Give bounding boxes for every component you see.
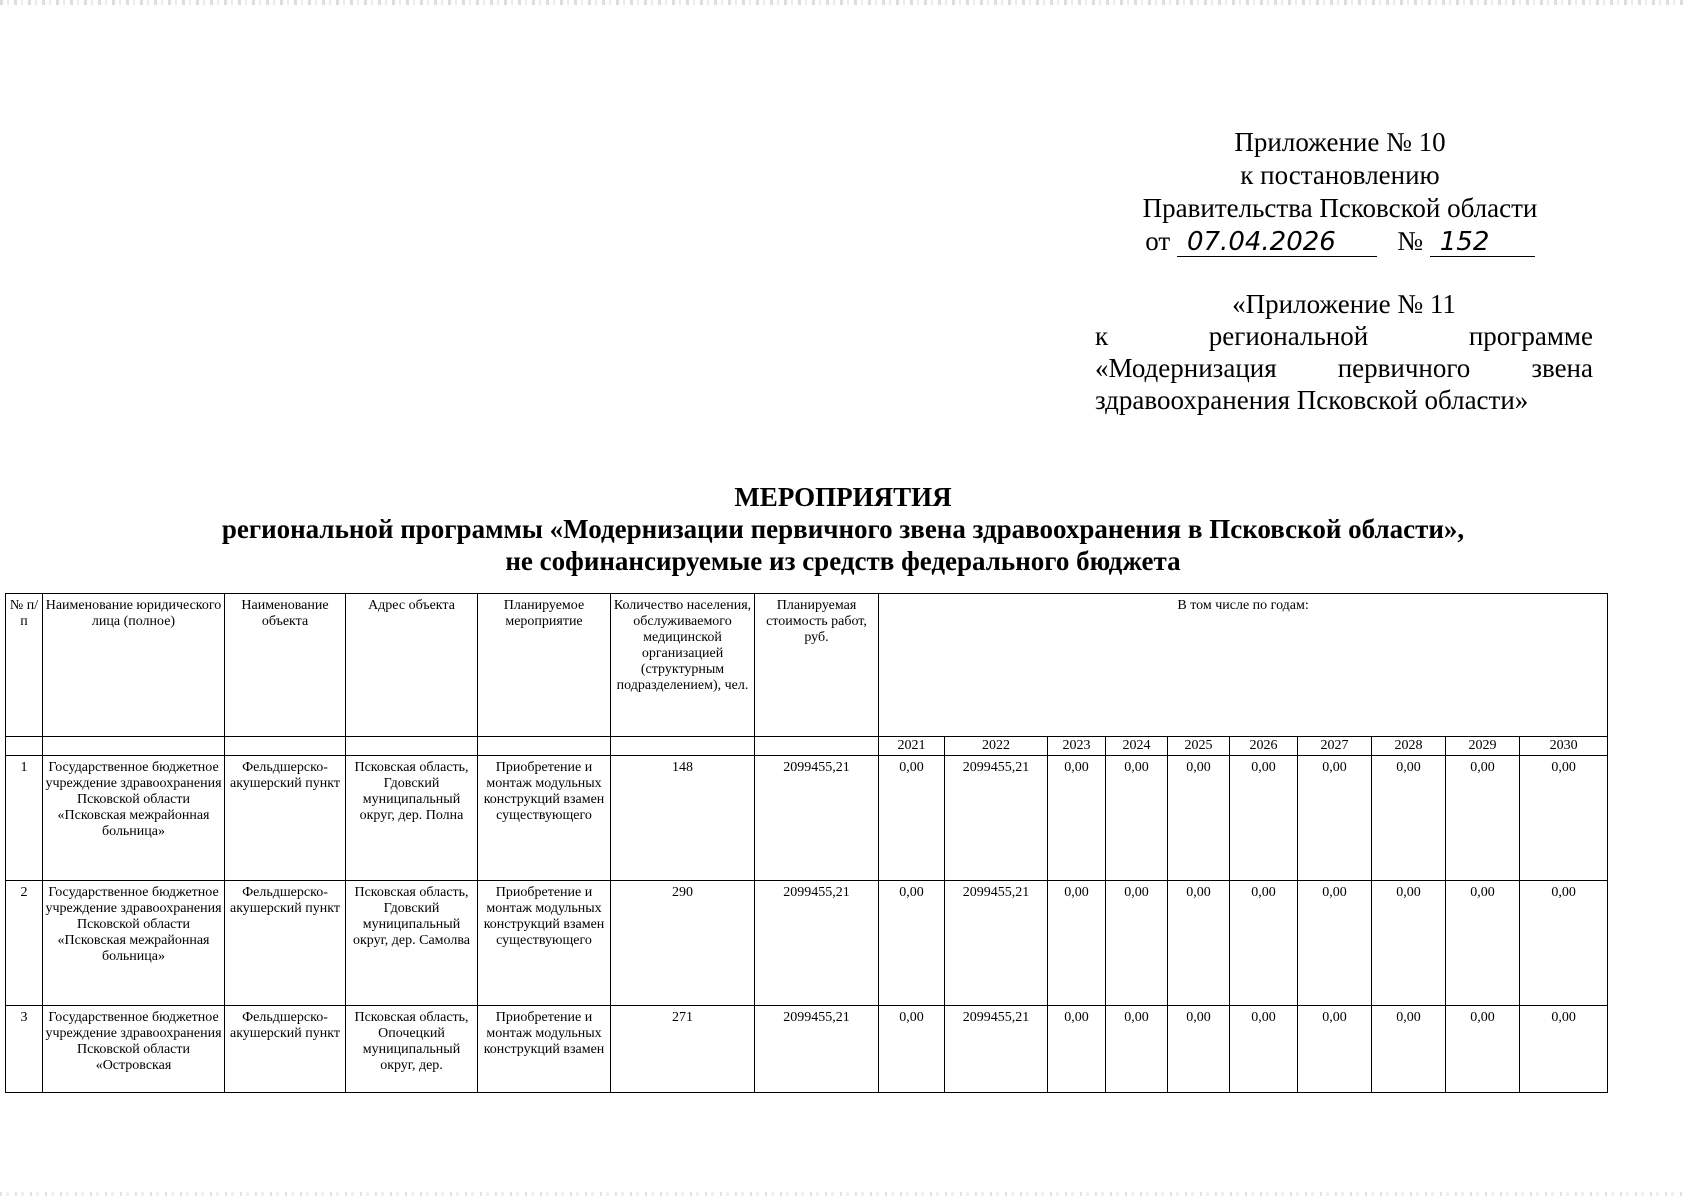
cell-year: 0,00 [1048, 756, 1106, 881]
header-address: Адрес объекта [346, 594, 478, 737]
cell-year: 0,00 [1048, 881, 1106, 1006]
cell-population: 271 [611, 1006, 755, 1093]
cell-year: 0,00 [1446, 1006, 1520, 1093]
document-title [0, 481, 1686, 577]
cell-year: 0,00 [1372, 881, 1446, 1006]
cell-year: 0,00 [1446, 881, 1520, 1006]
year-header: 2022 [945, 737, 1048, 756]
cell-year: 0,00 [879, 1006, 945, 1093]
cell-activity: Приобретение и монтаж модульных конструкций взамен существующего [478, 881, 611, 1006]
activities-table [5, 593, 1608, 1093]
cell-year: 0,00 [1520, 1006, 1608, 1093]
cell-address: Псковская область, Гдовский муниципальный округ, дер. Самолва [346, 881, 478, 1006]
cell-year: 0,00 [1106, 881, 1168, 1006]
cell-entity: Государственное бюджетное учреждение здравоохранения Псковской области «Островская [43, 1006, 225, 1093]
title-line-3: не софинансируемые из средств федерального бюджета [505, 546, 1181, 576]
cell-year: 0,00 [1298, 756, 1372, 881]
header-object: Наименование объекта [225, 594, 346, 737]
table-row [6, 881, 1608, 1006]
appendix-dateline [1145, 225, 1534, 258]
cell-cost: 2099455,21 [755, 881, 879, 1006]
year-header: 2021 [879, 737, 945, 756]
header-cost: Планируемая стоимость работ, руб. [755, 594, 879, 737]
year-header: 2029 [1446, 737, 1520, 756]
cell-object: Фельдшерско-акушерский пункт [225, 881, 346, 1006]
cell-year: 2099455,21 [945, 756, 1048, 881]
scan-edge-bottom [0, 1192, 1686, 1196]
year-header: 2024 [1106, 737, 1168, 756]
cell-activity: Приобретение и монтаж модульных конструкций взамен [478, 1006, 611, 1093]
table-years-row [6, 737, 1608, 756]
years-row-empty [478, 737, 611, 756]
cell-object: Фельдшерско-акушерский пункт [225, 1006, 346, 1093]
cell-year: 2099455,21 [945, 1006, 1048, 1093]
cell-year: 0,00 [879, 756, 945, 881]
header-entity: Наименование юридического лица (полное) [43, 594, 225, 737]
year-header: 2027 [1298, 737, 1372, 756]
cell-year: 0,00 [1230, 1006, 1298, 1093]
scan-edge-top [0, 0, 1686, 5]
number-prefix: № [1397, 226, 1423, 256]
cell-cost: 2099455,21 [755, 1006, 879, 1093]
appendix-line-2: к постановлению [1240, 160, 1440, 190]
handwritten-date: 07.04.2026 [1177, 228, 1377, 257]
table-row [6, 756, 1608, 881]
years-row-empty [346, 737, 478, 756]
cell-cost: 2099455,21 [755, 756, 879, 881]
cell-year: 0,00 [1168, 1006, 1230, 1093]
cell-population: 148 [611, 756, 755, 881]
appendix2-line-4: здравоохранения Псковской области» [1095, 385, 1529, 415]
cell-entity: Государственное бюджетное учреждение здравоохранения Псковской области «Псковская межрайонная больница» [43, 881, 225, 1006]
years-row-empty [225, 737, 346, 756]
header-activity: Планируемое мероприятие [478, 594, 611, 737]
years-row-empty [6, 737, 43, 756]
title-line-2: региональной программы «Модернизации первичного звена здравоохранения в Псковской области», [221, 514, 1465, 544]
header-years-group: В том числе по годам: [879, 594, 1608, 737]
cell-year: 0,00 [1520, 881, 1608, 1006]
title-line-1: МЕРОПРИЯТИЯ [734, 482, 952, 512]
header-num: № п/п [6, 594, 43, 737]
cell-year: 0,00 [1230, 881, 1298, 1006]
years-row-empty [755, 737, 879, 756]
years-row-empty [43, 737, 225, 756]
cell-year: 0,00 [1106, 756, 1168, 881]
cell-entity: Государственное бюджетное учреждение здравоохранения Псковской области «Псковская межрайонная больница» [43, 756, 225, 881]
cell-num: 1 [6, 756, 43, 881]
appendix-block [1100, 126, 1580, 258]
appendix2-line-2: к региональной программе [1095, 321, 1593, 351]
year-header: 2030 [1520, 737, 1608, 756]
cell-year: 0,00 [1048, 1006, 1106, 1093]
cell-year: 0,00 [1446, 756, 1520, 881]
cell-object: Фельдшерско-акушерский пункт [225, 756, 346, 881]
cell-year: 0,00 [1298, 881, 1372, 1006]
year-header: 2023 [1048, 737, 1106, 756]
appendix2-block [1095, 288, 1593, 416]
header-population: Количество населения, обслуживаемого медицинской организацией (структурным подразделением), чел. [611, 594, 755, 737]
appendix-line-1: Приложение № 10 [1234, 127, 1446, 157]
table-header-row [6, 594, 1608, 737]
cell-year: 0,00 [1372, 1006, 1446, 1093]
cell-year: 0,00 [1520, 756, 1608, 881]
cell-year: 0,00 [1372, 756, 1446, 881]
table-row [6, 1006, 1608, 1093]
years-row-empty [611, 737, 755, 756]
date-prefix: от [1145, 226, 1171, 256]
cell-year: 0,00 [1298, 1006, 1372, 1093]
appendix2-line-3: «Модернизация первичного звена [1095, 353, 1593, 383]
cell-address: Псковская область, Гдовский муниципальный округ, дер. Полна [346, 756, 478, 881]
cell-year: 0,00 [1168, 881, 1230, 1006]
cell-num: 3 [6, 1006, 43, 1093]
cell-population: 290 [611, 881, 755, 1006]
appendix2-line-1: «Приложение № 11 [1232, 289, 1456, 319]
year-header: 2028 [1372, 737, 1446, 756]
cell-year: 0,00 [1168, 756, 1230, 881]
handwritten-number: 152 [1430, 228, 1535, 257]
cell-year: 0,00 [1230, 756, 1298, 881]
cell-activity: Приобретение и монтаж модульных конструкций взамен существующего [478, 756, 611, 881]
cell-num: 2 [6, 881, 43, 1006]
appendix-line-3: Правительства Псковской области [1142, 193, 1538, 223]
cell-year: 0,00 [879, 881, 945, 1006]
cell-year: 0,00 [1106, 1006, 1168, 1093]
cell-address: Псковская область, Опочецкий муниципальный округ, дер. [346, 1006, 478, 1093]
year-header: 2025 [1168, 737, 1230, 756]
cell-year: 2099455,21 [945, 881, 1048, 1006]
year-header: 2026 [1230, 737, 1298, 756]
